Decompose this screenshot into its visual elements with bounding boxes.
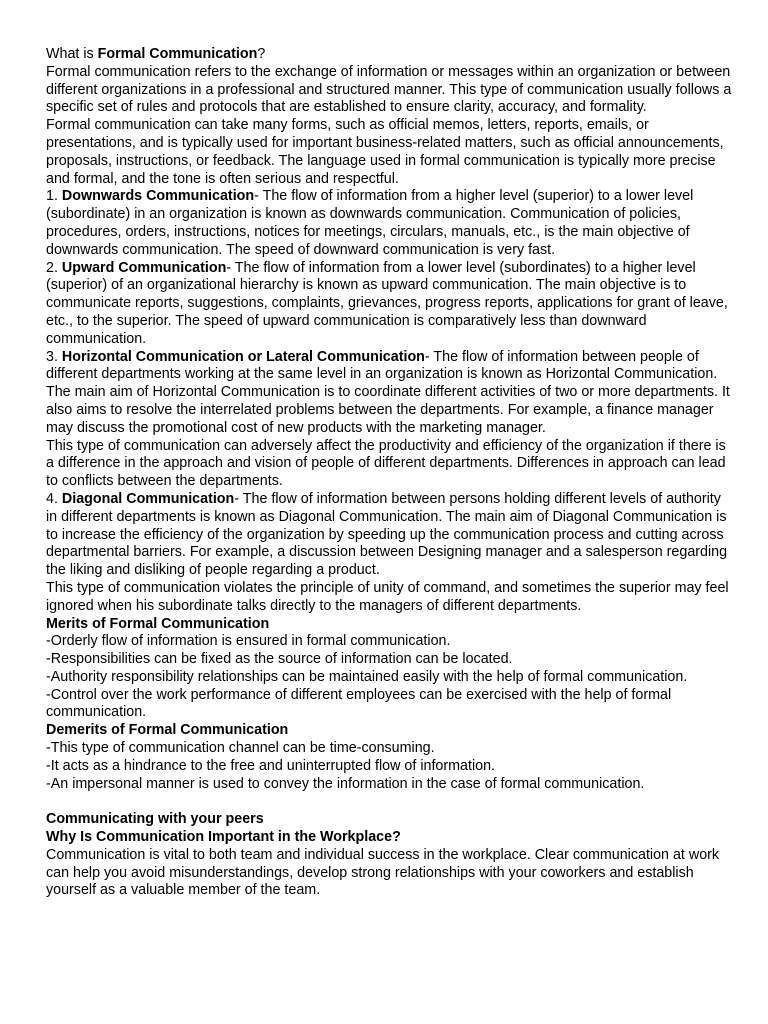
merits-heading: Merits of Formal Communication <box>46 615 270 632</box>
type-number: 3. <box>46 348 62 365</box>
merits-item: -Responsibilities can be fixed as the source of information can be located. <box>46 651 513 668</box>
type-heading: Diagonal Communication <box>61 490 235 507</box>
diagonal-note: This type of communication violates the principle of unity of command, and sometimes the superior may feel ignored when his subordinate talks directly to the managers of different departments. <box>46 579 729 614</box>
type-number: 1. <box>46 188 62 205</box>
demerits-item: -An impersonal manner is used to convey the information in the case of formal communication. <box>46 775 645 792</box>
type-heading: Upward Communication <box>61 259 227 276</box>
peers-paragraph: Communication is vital to both team and individual success in the workplace. Clear communication at work can help you avoid misunderstandings, develop strong relationships with your coworkers and establish yourself as a valuable member of the team. <box>46 846 720 899</box>
title-bold: Formal Communication <box>97 46 258 62</box>
intro-paragraph-2: Formal communication can take many forms, such as official memos, letters, reports, emails, or presentations, and is typically used for important business-related matters, such as official announcements, proposals, instructions, or feedback. The language used in formal communication is typically more precise and formal, and the tone is often serious and respectful. <box>46 117 724 187</box>
peers-subheading: Why Is Communication Important in the Workplace? <box>46 829 401 846</box>
type-number: 4. <box>46 490 62 507</box>
title-suffix: ? <box>257 46 266 62</box>
document-title <box>46 46 736 64</box>
blank-line <box>46 793 736 811</box>
document-page <box>46 46 736 900</box>
type-text: - The flow of information from a higher level (superior) to a lower level (subordinate) in an organization is known as downwards communication. Communication of policies, procedures, orders, instructions, notices for meetings, circulars, manuals, etc., is the main objective of downwards communication. The speed of downward communication is very fast. <box>46 188 694 258</box>
demerits-item: -It acts as a hindrance to the free and uninterrupted flow of information. <box>46 757 496 774</box>
type-diagonal <box>46 491 736 580</box>
demerits-item: -This type of communication channel can be time-consuming. <box>46 740 435 757</box>
peers-heading: Communicating with your peers <box>46 811 264 828</box>
type-horizontal <box>46 349 736 438</box>
intro-paragraph-1: Formal communication refers to the exchange of information or messages within an organization or between different organizations in a professional and structured manner. This type of communication usually follows a specific set of rules and protocols that are established to ensure clarity, accuracy, and formality. <box>46 63 732 116</box>
type-upward <box>46 260 736 349</box>
title-prefix: What is <box>46 46 98 62</box>
type-text: - The flow of information from a lower level (subordinates) to a higher level (superior) of an organizational hierarchy is known as upward communication. The main objective is to communicate reports, suggestions, complaints, grievances, progress reports, applications for grant of leave, etc., to the superior. The speed of upward communication is comparatively less than downward communication. <box>46 259 728 347</box>
merits-item: -Orderly flow of information is ensured in formal communication. <box>46 633 451 650</box>
horizontal-note: This type of communication can adversely affect the productivity and efficiency of the organization if there is a difference in the approach and vision of people of different departments. Differences in approach can lead to conflicts between the departments. <box>46 437 726 490</box>
type-heading: Horizontal Communication or Lateral Communication <box>61 348 425 365</box>
merits-item: -Control over the work performance of different employees can be exercised with the help of formal communication. <box>46 686 672 721</box>
type-heading: Downwards Communication <box>61 188 255 205</box>
type-text: - The flow of information between persons holding different levels of authority in different departments is known as Diagonal Communication. The main aim of Diagonal Communication is to increase the efficiency of the organization by speeding up the communication process and cutting across departmental barriers. For example, a discussion between Designing manager and a salesperson regarding the liking and disliking of people regarding a product. <box>46 490 728 579</box>
type-text: - The flow of information between people of different departments working at the same level in an organization is known as Horizontal Communication. The main aim of Horizontal Communication is to coordinate different activities of two or more departments. It also aims to resolve the interrelated problems between the departments. For example, a finance manager may discuss the promotional cost of new products with the marketing manager. <box>46 348 730 436</box>
type-downwards <box>46 188 736 259</box>
merits-item: -Authority responsibility relationships can be maintained easily with the help of formal communication. <box>46 668 688 685</box>
demerits-heading: Demerits of Formal Communication <box>46 722 289 739</box>
type-number: 2. <box>46 259 62 276</box>
